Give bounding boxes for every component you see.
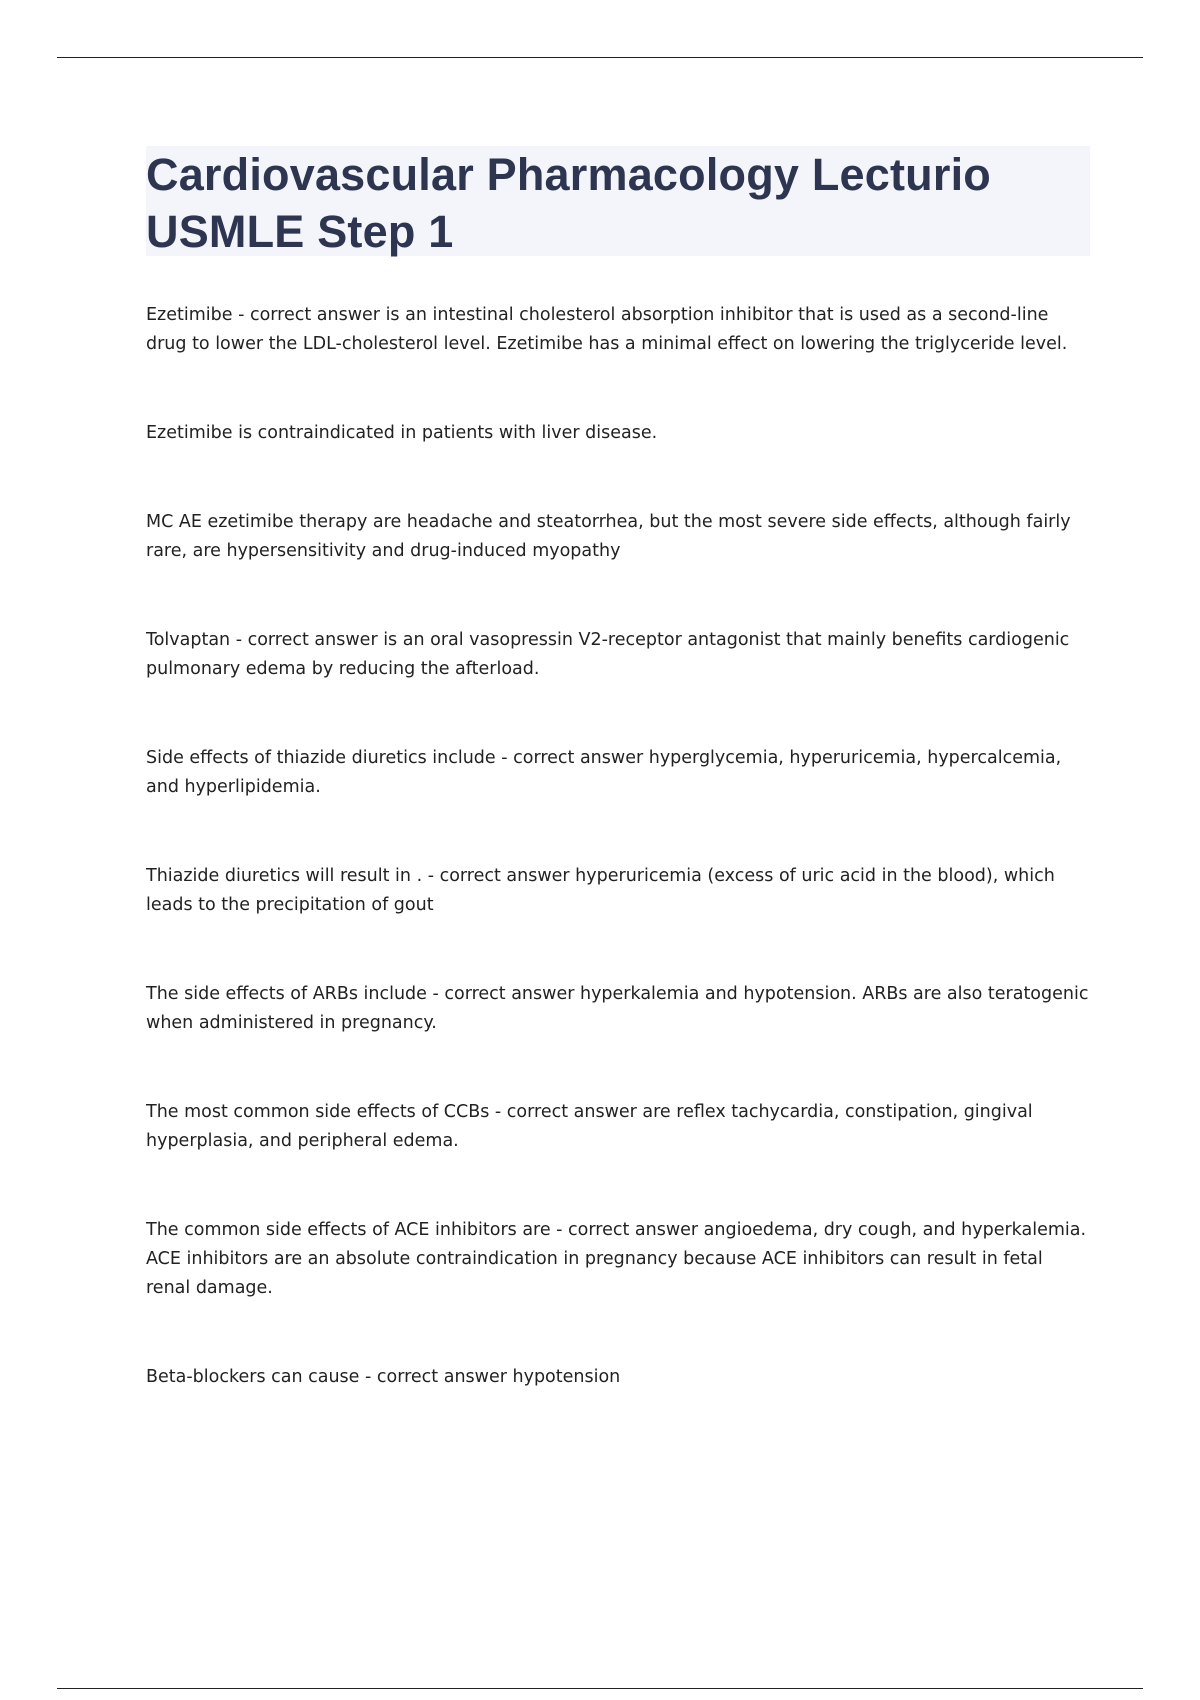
entry-ccb-side-effects: The most common side effects of CCBs - correct answer are reflex tachycardia, constipation, gingival hyperplasia, and peripheral edema.: [146, 1102, 1033, 1151]
entry-ezetimibe-definition: Ezetimibe - correct answer is an intestinal cholesterol absorption inhibitor that is used as a second-line drug to lower the LDL-cholesterol level. Ezetimibe has a minimal effect on lowering the triglyceride level.: [146, 305, 1068, 354]
document-body: [146, 301, 1090, 1452]
header-rule: [57, 57, 1143, 58]
entry-ace-inhibitor-side-effects: The common side effects of ACE inhibitors are - correct answer angioedema, dry cough, and hyperkalemia. ACE inhibitors are an absolute contraindication in pregnancy because ACE inhibitors can result in fetal renal damage.: [146, 1220, 1087, 1298]
entry-thiazide-side-effects: Side effects of thiazide diuretics include - correct answer hyperglycemia, hyperuricemia, hypercalcemia, and hyperlipidemia.: [146, 748, 1062, 797]
entry-tolvaptan: Tolvaptan - correct answer is an oral vasopressin V2-receptor antagonist that mainly benefits cardiogenic pulmonary edema by reducing the afterload.: [146, 630, 1070, 679]
entry-arb-side-effects: The side effects of ARBs include - correct answer hyperkalemia and hypotension. ARBs are also teratogenic when administered in pregnancy.: [146, 984, 1089, 1033]
entry-beta-blockers: Beta-blockers can cause - correct answer hypotension: [146, 1367, 621, 1387]
entry-ezetimibe-contraindication: Ezetimibe is contraindicated in patients with liver disease.: [146, 423, 658, 443]
document-title: Cardiovascular Pharmacology Lecturio USMLE Step 1: [146, 149, 991, 257]
title-box: [146, 146, 1090, 256]
entry-thiazide-hyperuricemia: Thiazide diuretics will result in . - correct answer hyperuricemia (excess of uric acid in the blood), which leads to the precipitation of gout: [146, 866, 1055, 915]
footer-rule: [57, 1688, 1143, 1689]
entry-ezetimibe-adverse-effects: MC AE ezetimibe therapy are headache and steatorrhea, but the most severe side effects, although fairly rare, are hypersensitivity and drug-induced myopathy: [146, 512, 1071, 561]
